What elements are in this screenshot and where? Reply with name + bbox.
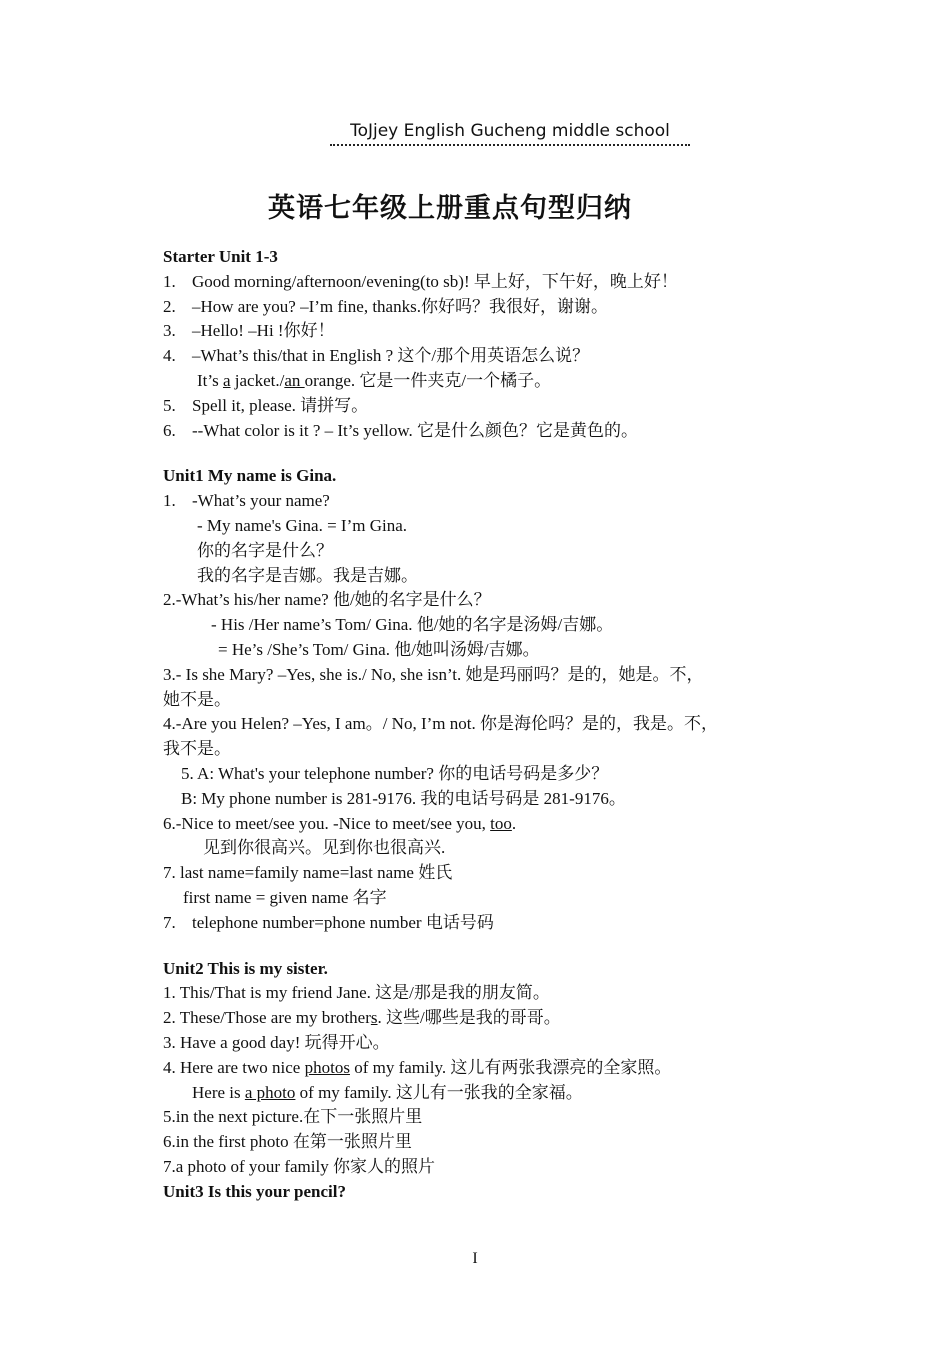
list-item: 6.in the first photo 在第一张照片里 <box>163 1132 412 1152</box>
list-item-continuation: It’s a jacket./an orange. 它是一件夹克/一个橘子。 <box>197 370 552 390</box>
section-gap <box>163 443 803 464</box>
section-heading-starter: Starter Unit 1-3 <box>163 247 278 266</box>
list-item-continuation: = He’s /She’s Tom/ Gina. 他/她叫汤姆/吉娜。 <box>218 639 540 659</box>
list-item-continuation: - His /Her name’s Tom/ Gina. 他/她的名字是汤姆/吉娜。 <box>211 615 614 635</box>
translation-line: 见到你很高兴。见到你也很高兴. <box>203 838 446 858</box>
list-item: 4. –What’s this/that in English ? 这个/那个用英语怎么说？ <box>163 346 590 366</box>
list-item: 7. last name=family name=last name 姓氏 <box>163 863 453 883</box>
list-item-continuation: Here is a photo of my family. 这儿有一张我的全家福。 <box>192 1082 583 1102</box>
section-gap <box>163 936 803 957</box>
list-item: 1. This/That is my friend Jane. 这是/那是我的朋友简。 <box>163 983 550 1003</box>
list-item: 2. These/Those are my brothers. 这些/哪些是我的哥哥。 <box>163 1008 561 1028</box>
list-item-continuation: - My name's Gina. = I’m Gina. <box>197 515 407 535</box>
list-item: 7. telephone number=phone number 电话号码 <box>163 912 494 932</box>
list-item: 1. Good morning/afternoon/evening(to sb)! 早上好，下午好，晚上好！ <box>163 271 678 291</box>
list-item: 4. Here are two nice photos of my family. 这儿有两张我漂亮的全家照。 <box>163 1057 672 1077</box>
section-heading-unit1: Unit1 My name is Gina. <box>163 466 337 486</box>
list-item: 1. -What’s your name? <box>163 491 330 511</box>
page-title: 英语七年级上册重点句型归纳 <box>268 193 632 224</box>
list-item: 5. A: What's your telephone number? 你的电话号码是多少？ <box>181 763 609 783</box>
list-item: 5. Spell it, please. 请拼写。 <box>163 395 369 415</box>
list-item-continuation: 她不是。 <box>163 689 231 709</box>
list-item: 6.-Nice to meet/see you. -Nice to meet/see you, too. <box>163 813 517 833</box>
list-item-continuation: 我不是。 <box>163 739 231 759</box>
list-item: 2. –How are you? –I’m fine, thanks.你好吗？我很好，谢谢。 <box>163 296 608 316</box>
section-heading-unit2: Unit2 This is my sister. <box>163 958 328 978</box>
page-number: I <box>472 1250 478 1267</box>
list-item: 7.a photo of your family 你家人的照片 <box>163 1156 435 1176</box>
list-item: 5.in the next picture.在下一张照片里 <box>163 1107 423 1127</box>
list-item: 3.- Is she Mary? –Yes, she is./ No, she isn’t. 她是玛丽吗？是的，她是。不， <box>163 664 704 684</box>
document-body <box>163 245 803 1204</box>
translation-line: 我的名字是吉娜。我是吉娜。 <box>197 565 418 585</box>
list-item: 2.-What’s his/her name? 他/她的名字是什么？ <box>163 590 491 610</box>
section-heading-unit3: Unit3 Is this your pencil? <box>163 1181 346 1201</box>
list-item: 4.-Are you Helen? –Yes, I am。/ No, I’m not. 你是海伦吗？是的，我是。不， <box>163 714 718 734</box>
page-header: ToJjey English Gucheng middle school <box>330 121 690 146</box>
list-item: 6. --What color is it ? – It’s yellow. 它是什么颜色？它是黄色的。 <box>163 420 639 440</box>
list-item-continuation: first name = given name 名字 <box>183 887 387 907</box>
list-item: 3. –Hello! –Hi !你好！ <box>163 321 335 341</box>
list-item-continuation: B: My phone number is 281-9176. 我的电话号码是 281-9176。 <box>181 788 626 808</box>
list-item: 3. Have a good day! 玩得开心。 <box>163 1032 390 1052</box>
translation-line: 你的名字是什么？ <box>197 540 333 560</box>
